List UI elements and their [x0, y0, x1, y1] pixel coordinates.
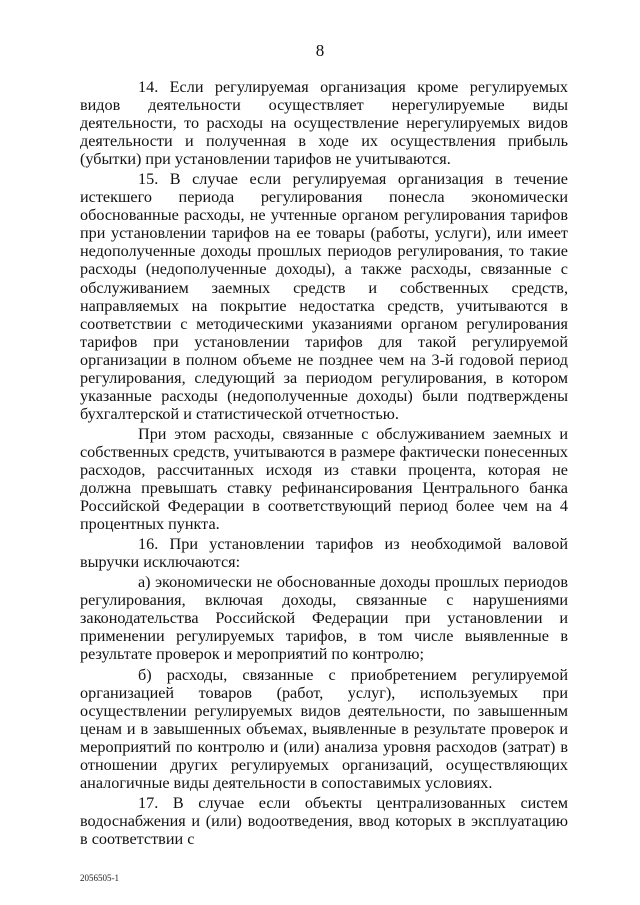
- page-number: 8: [315, 41, 325, 60]
- paragraph-14: 14. Если регулируемая организация кроме регулируемых видов деятельности осуществляет нерегулируемые виды деятельности, то расходы на осуществление нерегулируемых видов деятельности и полученная в ходе их осуществления прибыль (убытки) при установлении тарифов не учитываются.: [80, 78, 568, 169]
- document-code: 2056505-1: [80, 873, 119, 883]
- paragraph-16: 16. При установлении тарифов из необходимой валовой выручки исключаются:: [80, 535, 568, 572]
- paragraph-16-a: а) экономически не обоснованные доходы прошлых периодов регулирования, включая доходы, связанные с нарушениями законодательства Российской Федерации при установлении и применении регулируемых тарифов, в том числе выявленные в результате проверок и мероприятий по контролю;: [80, 573, 568, 664]
- paragraph-15: 15. В случае если регулируемая организация в течение истекшего периода регулирования понесла экономически обоснованные расходы, не учтенные органом регулирования тарифов при установлении тарифов на ее товары (работы, услуги), или имеет недополученные доходы прошлых периодов регулирования, то такие расходы (недополученные доходы), а также расходы, связанные с обслуживанием заемных средств и собственных средств, направляемых на покрытие недостатка средств, учитываются в соответствии с методическими указаниями органом регулирования тарифов при установлении тарифов для такой регулируемой организации в полном объеме не позднее чем на 3-й годовой период регулирования, следующий за периодом регулирования, в котором указанные расходы (недополученные доходы) были подтверждены бухгалтерской и статистической отчетностью.: [80, 170, 568, 423]
- paragraph-16-b: б) расходы, связанные с приобретением регулируемой организацией товаров (работ, услуг), используемых при осуществлении регулируемых видов деятельности, по завышенным ценам и в завышенных объемах, выявленные в результате проверок и мероприятий по контролю и (или) анализа уровня расходов (затрат) в отношении других регулируемых организаций, осуществляющих аналогичные виды деятельности в сопоставимых условиях.: [80, 665, 568, 792]
- paragraph-15-continued: При этом расходы, связанные с обслуживанием заемных и собственных средств, учитываются в размере фактически понесенных расходов, рассчитанных исходя из ставки процента, которая не должна превышать ставку рефинансирования Центрального банка Российской Федерации в соответствующий период более чем на 4 процентных пункта.: [80, 424, 568, 534]
- paragraph-17: 17. В случае если объекты централизованных систем водоснабжения и (или) водоотведения, ввод которых в эксплуатацию в соответствии с: [80, 793, 568, 848]
- document-body: [80, 78, 568, 850]
